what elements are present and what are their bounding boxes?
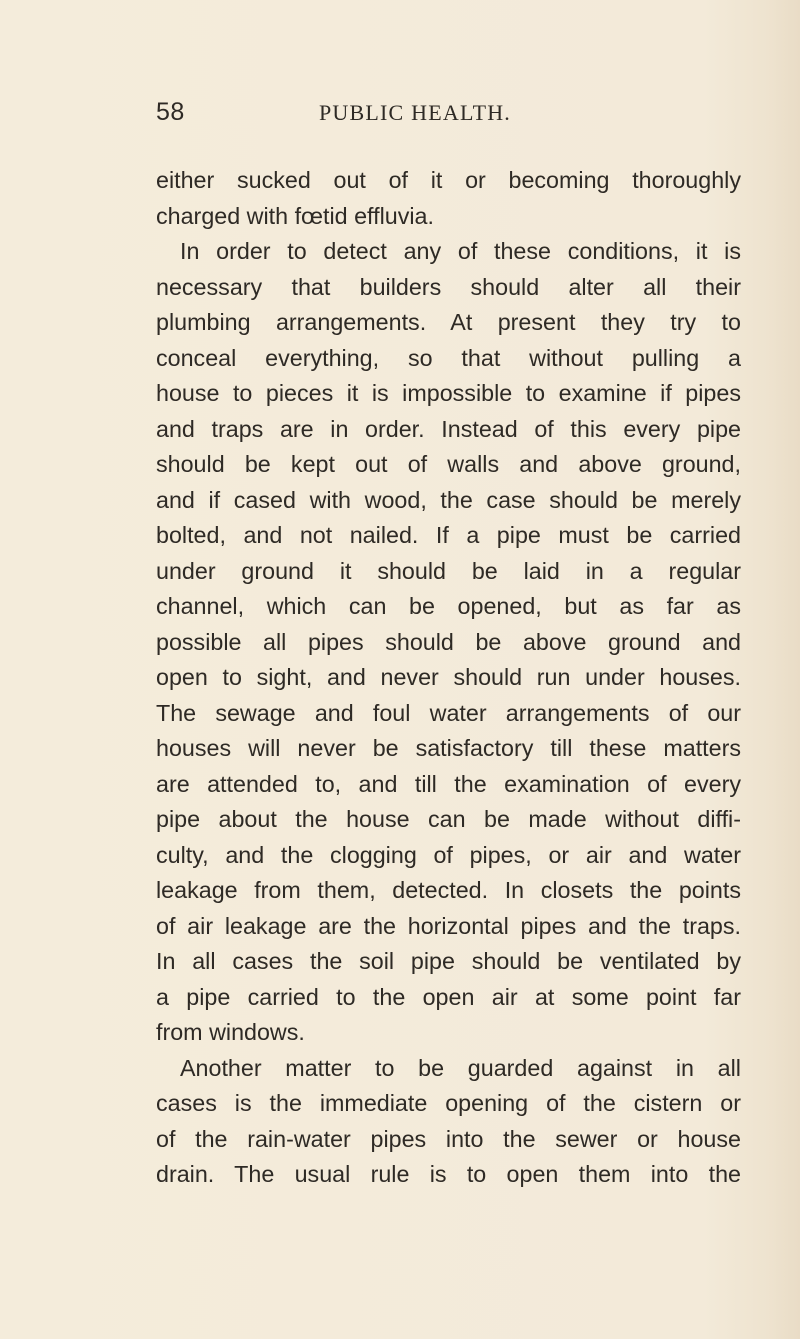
text-line: plumbing arrangements. At present they try to (156, 309, 741, 335)
text-line: possible all pipes should be above ground and (156, 628, 741, 655)
text-line: culty, and the clogging of pipes, or air and water (156, 841, 741, 868)
text-line: In all cases the soil pipe should be ventilated by (156, 948, 741, 974)
text-line: leakage from them, detected. In closets the points (156, 877, 741, 903)
text-line: pipe about the house can be made without diffi- (156, 806, 741, 832)
text-line: charged with fœtid effluvia. (156, 202, 434, 229)
running-head (0, 98, 800, 138)
page-number: 58 (156, 98, 185, 126)
text-line: under ground it should be laid in a regular (156, 557, 741, 584)
text-line: and traps are in order. Instead of this every pipe (156, 415, 741, 442)
body-text (156, 163, 741, 1193)
text-line: are attended to, and till the examination of every (156, 770, 741, 797)
text-line: Another matter to be guarded against in all (180, 1054, 741, 1081)
text-line: drain. The usual rule is to open them into the (156, 1161, 741, 1187)
running-title: PUBLIC HEALTH. (319, 100, 511, 125)
text-line: channel, which can be opened, but as far as (156, 593, 741, 619)
text-line: of air leakage are the horizontal pipes and the traps. (156, 912, 741, 939)
text-line: bolted, and not nailed. If a pipe must be carried (156, 522, 741, 548)
text-line: The sewage and foul water arrangements of our (156, 699, 741, 726)
text-line: and if cased with wood, the case should be merely (156, 486, 741, 513)
text-line: a pipe carried to the open air at some point far (156, 983, 741, 1010)
text-line: houses will never be satisfactory till these matters (156, 735, 741, 761)
text-line: house to pieces it is impossible to examine if pipes (156, 380, 741, 406)
text-line: cases is the immediate opening of the cistern or (156, 1090, 741, 1116)
text-line: necessary that builders should alter all their (156, 273, 741, 300)
text-line: conceal everything, so that without pulling a (156, 344, 741, 371)
text-line: either sucked out of it or becoming thoroughly (156, 167, 741, 193)
text-line: of the rain-water pipes into the sewer or house (156, 1125, 741, 1152)
text-line: should be kept out of walls and above ground, (156, 451, 741, 477)
text-line: from windows. (156, 1019, 305, 1045)
text-line: open to sight, and never should run under houses. (156, 664, 741, 690)
text-line: In order to detect any of these conditions, it is (180, 238, 741, 264)
